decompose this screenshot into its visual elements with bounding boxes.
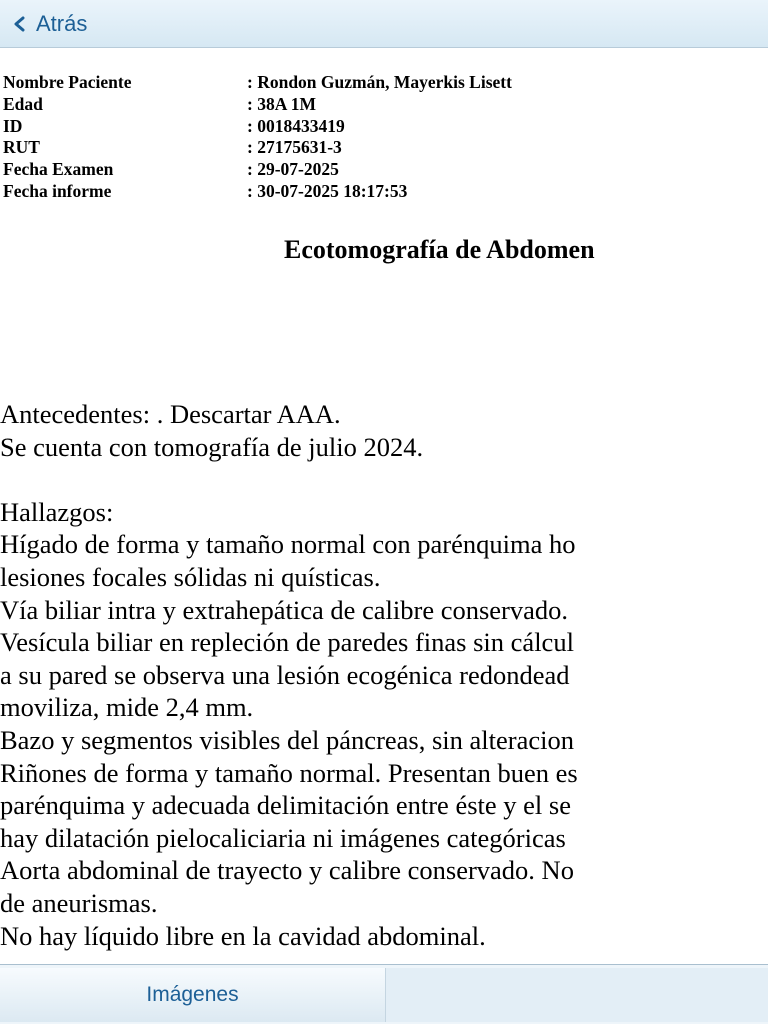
report-line: a su pared se observa una lesión ecogénica redondead <box>0 659 570 690</box>
patient-rut-row <box>3 137 512 159</box>
field-value: : 0018433419 <box>247 115 345 136</box>
report-title: Ecotomografía de Abdomen <box>284 235 595 264</box>
report-line: Riñones de forma y tamaño normal. Presentan buen es <box>0 757 578 788</box>
back-button[interactable] <box>12 8 87 40</box>
chevron-left-icon <box>12 16 26 32</box>
field-label: Fecha Examen <box>3 159 114 180</box>
report-date-row <box>3 181 512 203</box>
report-line: hay dilatación pielocaliciaria ni imágenes categóricas <box>0 822 566 853</box>
report-line: Vía biliar intra y extrahepática de calibre conservado. <box>0 594 569 625</box>
field-label: ID <box>3 115 23 136</box>
field-value: : Rondon Guzmán, Mayerkis Lisett <box>247 72 512 92</box>
report-document <box>0 49 768 964</box>
patient-name-row <box>3 72 512 94</box>
field-label: Fecha informe <box>3 180 112 201</box>
report-line <box>0 463 768 496</box>
field-value: : 38A 1M <box>247 93 317 114</box>
patient-id-row <box>3 116 512 138</box>
report-body <box>0 398 768 952</box>
bottom-tab-bar <box>0 964 768 1024</box>
top-navigation-bar <box>0 0 768 48</box>
report-line: Bazo y segmentos visibles del páncreas, sin alteracion <box>0 724 574 755</box>
report-line: lesiones focales sólidas ni quísticas. <box>0 561 381 592</box>
tab-imagenes[interactable]: Imágenes <box>0 968 386 1022</box>
field-label: Edad <box>3 93 43 114</box>
field-value: : 30-07-2025 18:17:53 <box>247 180 408 201</box>
report-line: No hay líquido libre en la cavidad abdominal. <box>0 920 486 951</box>
report-line: parénquima y adecuada delimitación entre éste y el se <box>0 790 571 821</box>
report-line: Hígado de forma y tamaño normal con parénquima ho <box>0 529 576 560</box>
report-line: Antecedentes: . Descartar AAA. <box>0 399 341 429</box>
tab-empty <box>386 968 768 1022</box>
report-line: Se cuenta con tomografía de julio 2024. <box>0 431 424 462</box>
exam-date-row <box>3 159 512 181</box>
report-line: Vesícula biliar en repleción de paredes finas sin cálcul <box>0 627 574 658</box>
patient-info <box>3 72 512 203</box>
report-line: de aneurismas. <box>0 887 158 918</box>
report-line: moviliza, mide 2,4 mm. <box>0 692 254 723</box>
patient-age-row <box>3 94 512 116</box>
back-label: Atrás <box>36 11 88 36</box>
field-label: Nombre Paciente <box>3 72 132 92</box>
report-line: Aorta abdominal de trayecto y calibre conservado. No <box>0 855 574 886</box>
field-value: : 27175631-3 <box>247 137 342 158</box>
report-line: Hallazgos: <box>0 496 114 527</box>
field-label: RUT <box>3 137 40 158</box>
field-value: : 29-07-2025 <box>247 159 339 180</box>
